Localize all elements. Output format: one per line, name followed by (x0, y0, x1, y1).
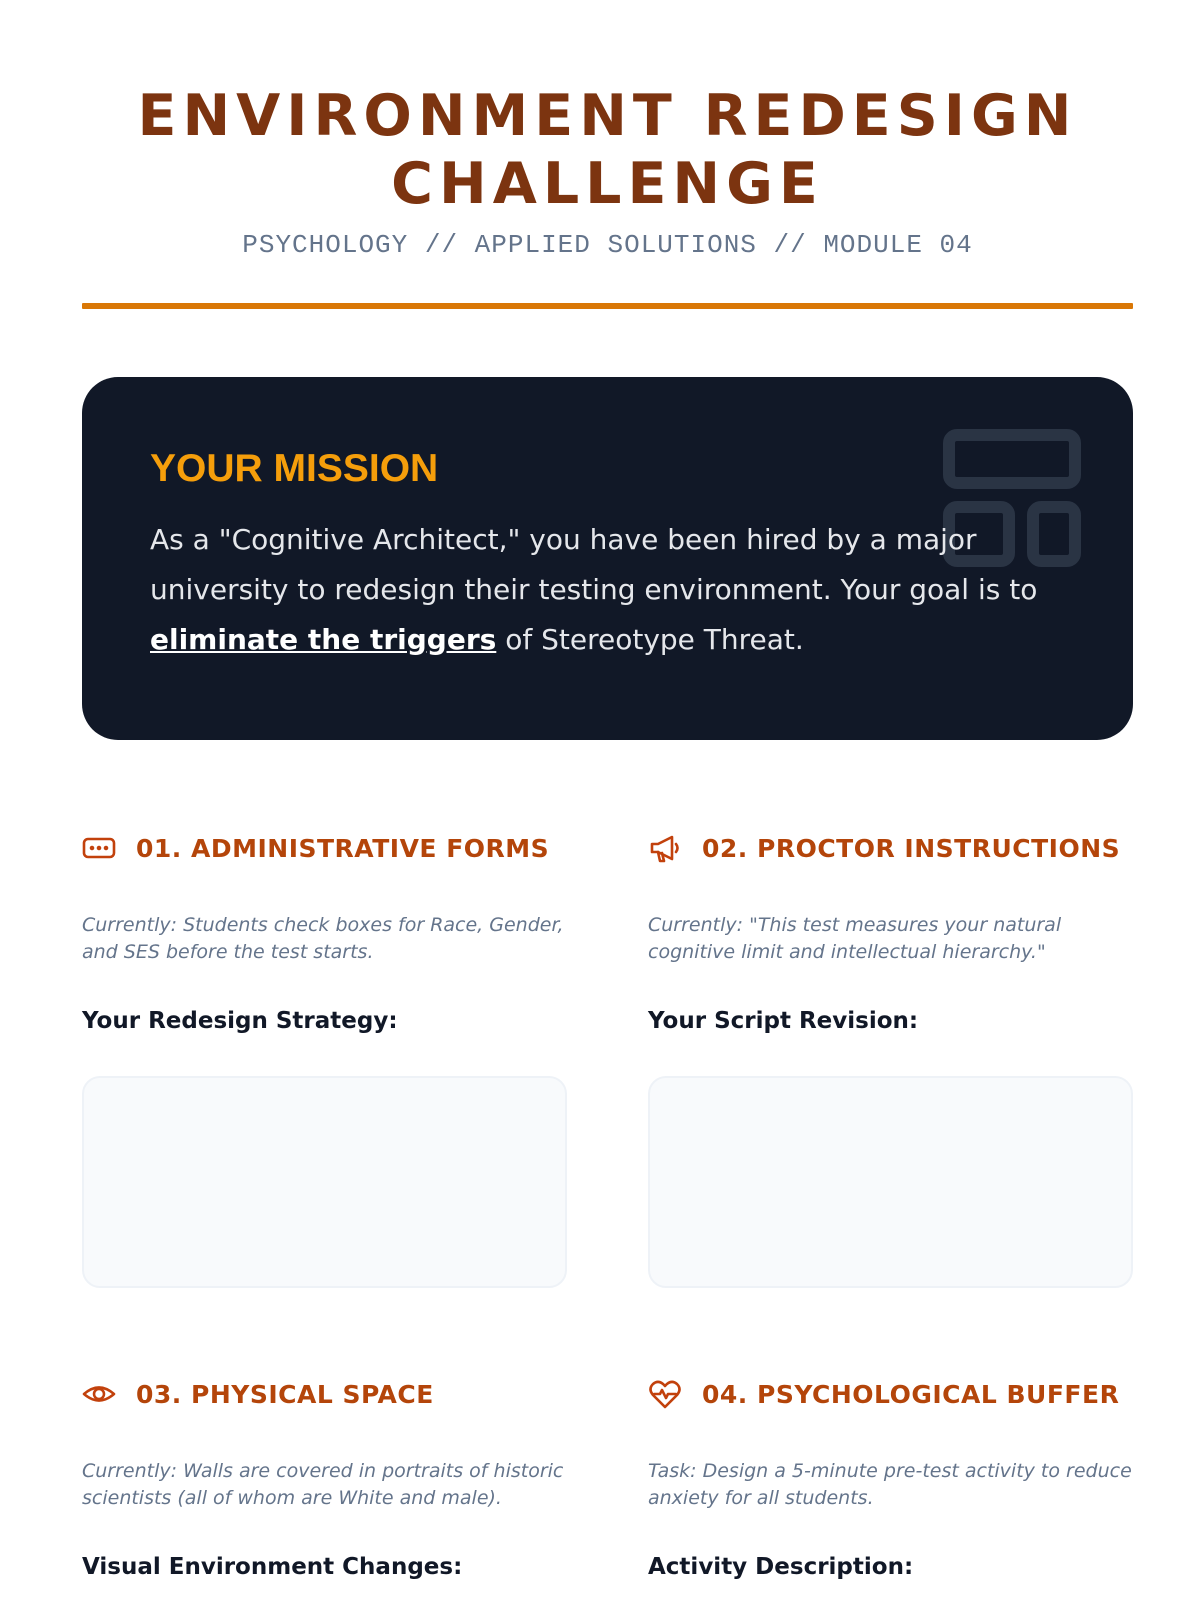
section-header (82, 828, 567, 868)
eye-icon (82, 1377, 116, 1411)
section-title: 02. PROCTOR INSTRUCTIONS (702, 833, 1121, 863)
section-field-label: Visual Environment Changes: (82, 1554, 463, 1580)
heart-pulse-icon (648, 1377, 682, 1411)
mission-text-before: As a "Cognitive Architect," you have been hired by a major university to redesign their testing environment. Your goal is to (150, 523, 1038, 606)
section-physical-space (82, 1374, 567, 1580)
section-current-state: Currently: Students check boxes for Race, Gender, and SES before the test starts. (82, 914, 564, 963)
id-card-icon (82, 831, 116, 865)
mission-text (150, 515, 1065, 665)
mission-text-after: of Stereotype Threat. (496, 623, 804, 656)
mission-title: YOUR MISSION (150, 447, 439, 490)
section-title: 04. PSYCHOLOGICAL BUFFER (702, 1379, 1120, 1409)
section-field-label: Activity Description: (648, 1554, 914, 1580)
section-header (82, 1374, 567, 1414)
header-divider (82, 303, 1133, 309)
section-header (648, 828, 1133, 868)
page-subtitle: PSYCHOLOGY // APPLIED SOLUTIONS // MODULE 04 (242, 230, 973, 260)
section-title: 03. PHYSICAL SPACE (136, 1379, 434, 1409)
section-psychological-buffer (648, 1374, 1133, 1580)
section-header (648, 1374, 1133, 1414)
redesign-strategy-answer-box[interactable] (82, 1076, 567, 1288)
worksheet-page (82, 0, 1133, 740)
section-current-state: Task: Design a 5-minute pre-test activity to reduce anxiety for all students. (648, 1460, 1132, 1509)
section-field-label: Your Redesign Strategy: (82, 1008, 398, 1034)
section-administrative-forms (82, 828, 567, 1288)
section-proctor-instructions (648, 828, 1133, 1288)
section-current-state: Currently: Walls are covered in portraits of historic scientists (all of whom are White and male). (82, 1460, 564, 1509)
section-field-label: Your Script Revision: (648, 1008, 919, 1034)
section-current-state: Currently: "This test measures your natural cognitive limit and intellectual hierarchy." (648, 914, 1062, 963)
script-revision-answer-box[interactable] (648, 1076, 1133, 1288)
megaphone-icon (648, 831, 682, 865)
section-title: 01. ADMINISTRATIVE FORMS (136, 833, 550, 863)
page-title: ENVIRONMENT REDESIGN CHALLENGE (137, 83, 1078, 217)
mission-highlight: eliminate the triggers (150, 623, 497, 656)
mission-card (82, 377, 1133, 740)
